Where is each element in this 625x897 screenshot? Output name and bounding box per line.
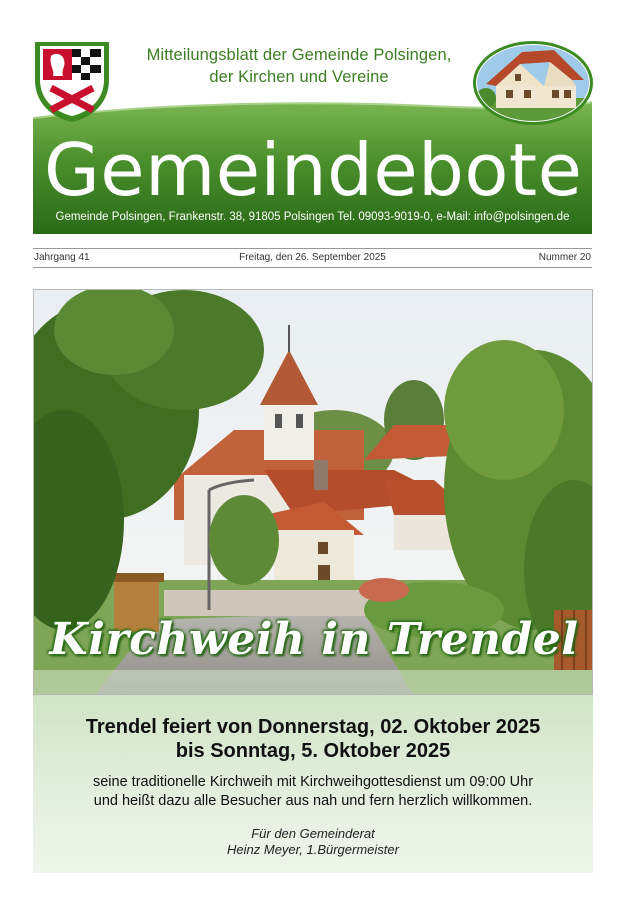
announcement-text-line-1: seine traditionelle Kirchweih mit Kirchweihgottesdienst um 09:00 Uhr	[92, 774, 534, 790]
masthead-title: Gemeindebote	[44, 128, 583, 212]
announcement-text-line-2: und heißt dazu alle Besucher aus nah und fern herzlich willkommen.	[93, 793, 533, 809]
issue-strip	[33, 248, 592, 268]
cover-headline: Kirchweih in Trendel	[49, 614, 579, 665]
cover-photo	[33, 289, 593, 695]
house-medallion-icon	[472, 40, 594, 126]
subtitle-line-1: Mitteilungsblatt der Gemeinde Polsingen,	[146, 46, 452, 64]
signature-line-2: Heinz Meyer, 1.Bürgermeister	[227, 842, 399, 857]
signature-line-1: Für den Gemeinderat	[251, 826, 375, 841]
masthead-subtitle	[118, 44, 480, 88]
subtitle-line-2: der Kirchen und Vereine	[209, 68, 389, 86]
announcement-heading	[33, 715, 593, 763]
announcement-box	[33, 695, 593, 873]
issue-number: Nummer 20	[538, 252, 591, 263]
issue-volume: Jahrgang 41	[34, 252, 90, 263]
announcement-heading-line-2: bis Sonntag, 5. Oktober 2025	[175, 740, 451, 762]
announcement-heading-line-1: Trendel feiert von Donnerstag, 02. Oktober 2025	[85, 716, 541, 738]
municipal-crest-icon	[33, 40, 111, 124]
masthead	[0, 0, 625, 240]
issue-date: Freitag, den 26. September 2025	[239, 252, 386, 263]
announcement-signature	[33, 826, 593, 858]
address-line: Gemeinde Polsingen, Frankenstr. 38, 91805 Polsingen Tel. 09093-9019-0, e-Mail: info@polsingen.de	[55, 211, 570, 223]
announcement-text	[33, 773, 593, 811]
